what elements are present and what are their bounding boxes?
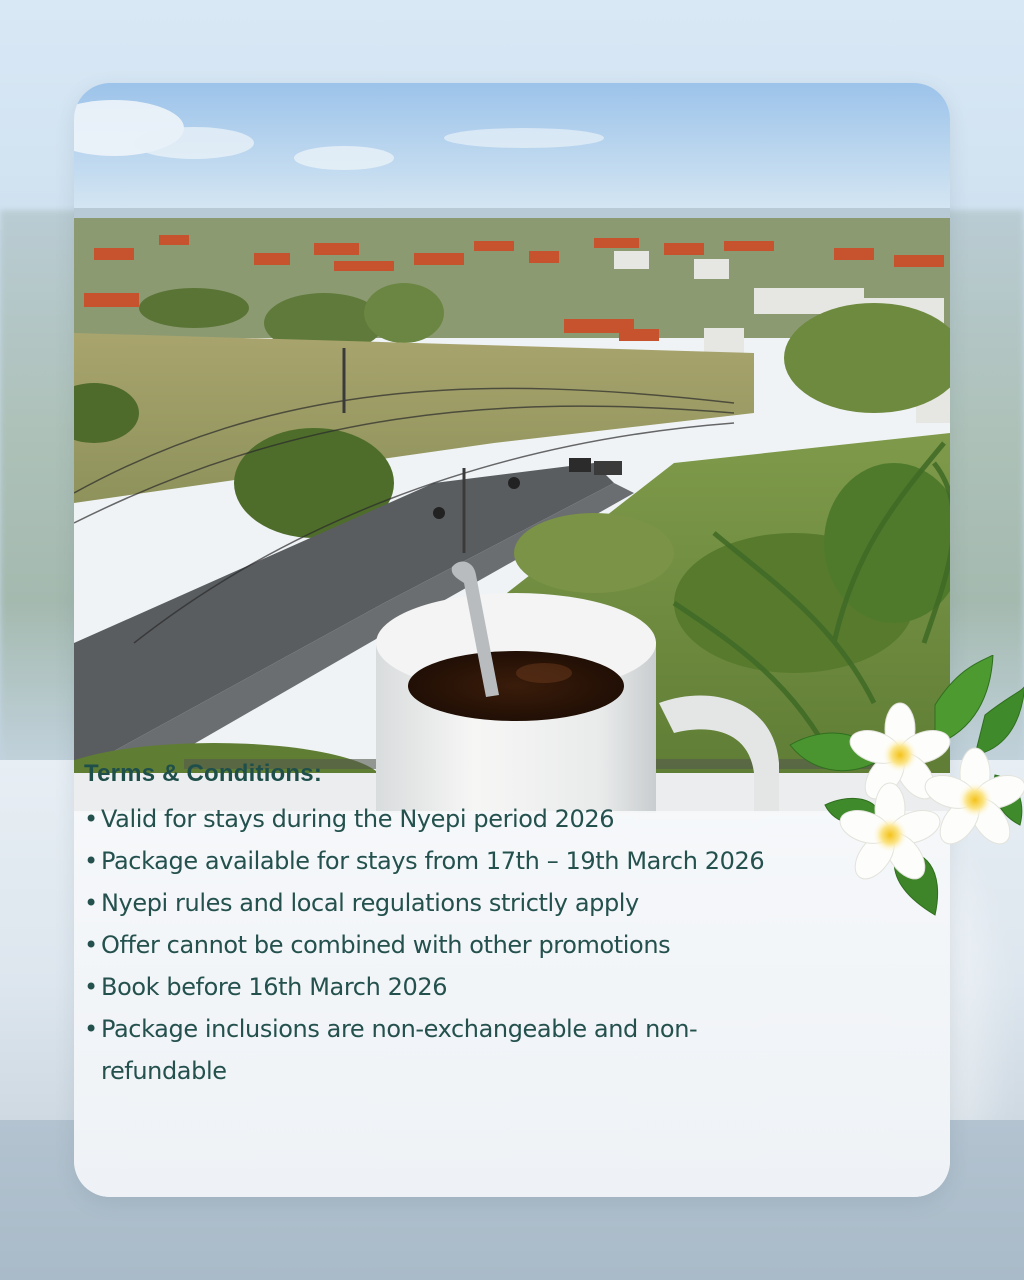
list-item: • Nyepi rules and local regulations strictly apply xyxy=(84,882,844,924)
list-item: • Valid for stays during the Nyepi period 2026 xyxy=(84,798,844,840)
list-item: • Book before 16th March 2026 xyxy=(84,966,844,1008)
list-item: • Package inclusions are non-exchangeable and non-refundable xyxy=(84,1008,704,1092)
terms-section xyxy=(84,760,844,1092)
frangipani-flower-icon xyxy=(785,655,1024,930)
list-item: • Package available for stays from 17th – 19th March 2026 xyxy=(84,840,844,882)
terms-title: Terms & Conditions: xyxy=(84,760,323,787)
list-item: • Offer cannot be combined with other promotions xyxy=(84,924,844,966)
terms-list xyxy=(84,798,844,1092)
